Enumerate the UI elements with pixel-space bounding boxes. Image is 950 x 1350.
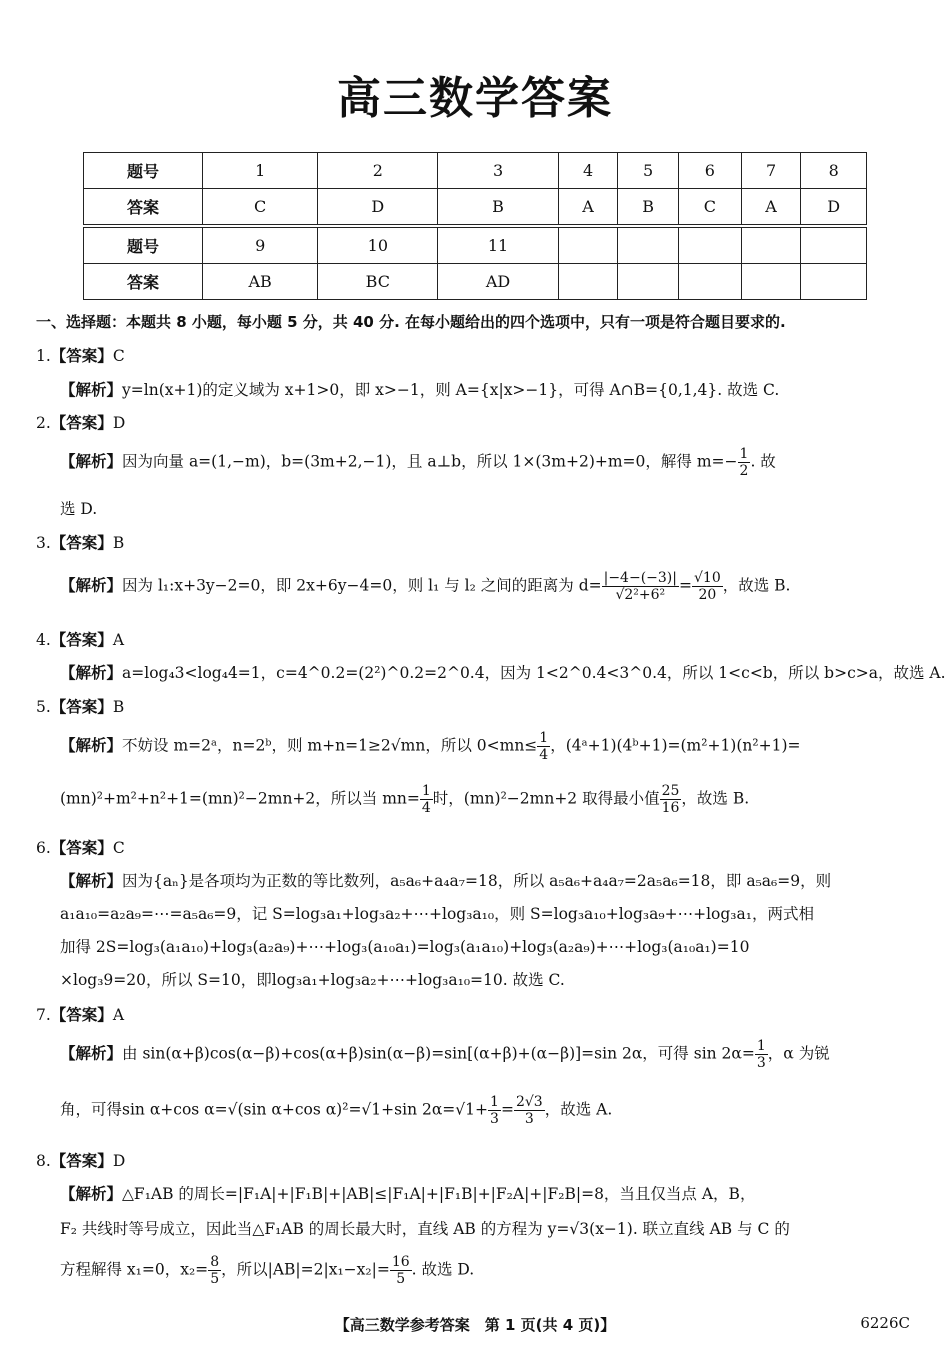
table-cell: 9 — [203, 226, 318, 264]
table-row — [84, 189, 867, 227]
table-cell: D — [801, 189, 867, 227]
answer-table — [83, 152, 867, 300]
table-cell: B — [618, 189, 679, 227]
table-cell: 7 — [741, 153, 801, 189]
table-cell: B — [438, 189, 558, 227]
page-title: 高三数学答案 — [337, 73, 613, 124]
table-cell: C — [203, 189, 318, 227]
page-footer: 【高三数学参考答案 第 1 页(共 4 页)】 — [334, 1316, 616, 1334]
explanation: 【解析】因为向量 a=(1,−m)，b=(3m+2,−1)，且 a⊥b，所以 1×(3m+2)+m=0，解得 m=− $\frac{1}{2}$ . 故 — [60, 446, 776, 479]
table-cell — [678, 264, 741, 300]
fraction: $\frac{2√3}{3}$ — [515, 1094, 543, 1127]
table-header-cell: 题号 — [84, 226, 203, 264]
fraction: $\frac{1}{2}$ — [739, 446, 749, 479]
explanation-continued: 选 D. — [60, 500, 98, 518]
explanation-continued: 加得 2S=log₃(a₁a₁₀)+log₃(a₂a₉)+⋯+log₃(a₁₀a₁)=log₃(a₁a₁₀)+log₃(a₂a₉)+⋯+log₃(a₁₀a₁)=10 — [60, 938, 750, 956]
explanation: 【解析】y=ln(x+1)的定义域为 x+1>0，即 x>−1，则 A={x|x>−1}，可得 A∩B={0,1,4}. 故选 C. — [60, 381, 780, 399]
fraction: $\frac{16}{5}$ — [391, 1254, 410, 1287]
document-code: 6226C — [860, 1314, 910, 1332]
table-cell — [558, 264, 618, 300]
table-cell: 2 — [318, 153, 438, 189]
table-cell — [558, 226, 618, 264]
explanation: 【解析】因为 l₁:x+3y−2=0，即 2x+6y−4=0，则 l₁ 与 l₂ 之间的距离为 d= $\frac{|-4-(-3)|}{\text{√2²+6²}}$ = $\frac{√10}{20}$ ，故选 B. — [60, 570, 791, 603]
explanation: 【解析】a=log₄3<log₄4=1，c=4^0.2=(2²)^0.2=2^0.4，因为 1<2^0.4<3^0.4，所以 1<c<b，所以 b>c>a，故选 A. — [60, 664, 946, 682]
table-cell: 3 — [438, 153, 558, 189]
explanation-continued: 方程解得 x₁=0，x₂= $\frac{8}{5}$ ，所以|AB|=2|x₁−x₂|= $\frac{16}{5}$ . 故选 D. — [60, 1254, 475, 1287]
fraction: $\frac{√10}{20}$ — [693, 570, 721, 603]
explanation: 【解析】不妨设 m=2ᵃ，n=2ᵇ，则 m+n=1≥2√mn，所以 0<mn≤ $\frac{1}{4}$ ，(4ᵃ+1)(4ᵇ+1)=(m²+1)(n²+1)= — [60, 730, 801, 763]
question-answer: 2.【答案】D — [36, 414, 126, 432]
table-cell: 11 — [438, 226, 558, 264]
fraction: $\frac{1}{4}$ — [421, 783, 431, 816]
explanation-continued: F₂ 共线时等号成立，因此当△F₁AB 的周长最大时，直线 AB 的方程为 y=√3(x−1). 联立直线 AB 与 C 的 — [60, 1220, 790, 1238]
table-cell — [741, 226, 801, 264]
table-row — [84, 153, 867, 189]
explanation: 【解析】因为{aₙ}是各项均为正数的等比数列，a₅a₆+a₄a₇=18，所以 a₅a₆+a₄a₇=2a₅a₆=18，即 a₅a₆=9，则 — [60, 872, 832, 890]
explanation-continued: (mn)²+m²+n²+1=(mn)²−2mn+2，所以当 mn= $\frac{1}{4}$ 时，(mn)²−2mn+2 取得最小值 $\frac{25}{16}$ ，故选 B. — [60, 783, 750, 816]
table-header-cell: 答案 — [84, 189, 203, 227]
explanation: 【解析】由 sin(α+β)cos(α−β)+cos(α+β)sin(α−β)=sin[(α+β)+(α−β)]=sin 2α，可得 sin 2α= $\frac{1}{3}$ ，α 为锐 — [60, 1038, 830, 1071]
table-cell — [618, 264, 679, 300]
question-answer: 3.【答案】B — [36, 534, 125, 552]
table-cell: 10 — [318, 226, 438, 264]
table-cell — [678, 226, 741, 264]
question-answer: 6.【答案】C — [36, 839, 125, 857]
table-cell: A — [558, 189, 618, 227]
table-cell — [618, 226, 679, 264]
explanation-continued: a₁a₁₀=a₂a₉=⋯=a₅a₆=9，记 S=log₃a₁+log₃a₂+⋯+log₃a₁₀，则 S=log₃a₁₀+log₃a₉+⋯+log₃a₁，两式相 — [60, 905, 814, 923]
table-cell: 1 — [203, 153, 318, 189]
table-cell: AD — [438, 264, 558, 300]
table-cell: 6 — [678, 153, 741, 189]
fraction: $\frac{8}{5}$ — [210, 1254, 220, 1287]
fraction: $\frac{|-4-(-3)|}{\text{√2²+6²}}$ — [603, 570, 677, 603]
table-cell: 4 — [558, 153, 618, 189]
question-answer: 5.【答案】B — [36, 698, 125, 716]
table-cell: A — [741, 189, 801, 227]
fraction: $\frac{1}{4}$ — [539, 730, 549, 763]
table-cell: AB — [203, 264, 318, 300]
table-header-cell: 题号 — [84, 153, 203, 189]
table-cell: BC — [318, 264, 438, 300]
table-cell — [741, 264, 801, 300]
question-answer: 4.【答案】A — [36, 631, 125, 649]
table-cell — [801, 226, 867, 264]
question-answer: 1.【答案】C — [36, 347, 125, 365]
section-heading: 一、选择题：本题共 8 小题，每小题 5 分，共 40 分. 在每小题给出的四个选项中，只有一项是符合题目要求的. — [36, 313, 786, 331]
table-cell: D — [318, 189, 438, 227]
table-cell: 5 — [618, 153, 679, 189]
question-answer: 7.【答案】A — [36, 1006, 125, 1024]
fraction: $\frac{25}{16}$ — [661, 783, 680, 816]
table-header-cell: 答案 — [84, 264, 203, 300]
question-answer: 8.【答案】D — [36, 1152, 126, 1170]
table-cell — [801, 264, 867, 300]
table-row — [84, 264, 867, 300]
explanation-continued: 角，可得sin α+cos α=√(sin α+cos α)²=√1+sin 2α=√1+ $\frac{1}{3}$ = $\frac{2√3}{3}$ ，故选 A. — [60, 1094, 613, 1127]
fraction: $\frac{1}{3}$ — [756, 1038, 766, 1071]
explanation-continued: ×log₃9=20，所以 S=10，即log₃a₁+log₃a₂+⋯+log₃a₁₀=10. 故选 C. — [60, 971, 565, 989]
table-cell: 8 — [801, 153, 867, 189]
table-cell: C — [678, 189, 741, 227]
explanation: 【解析】△F₁AB 的周长=|F₁A|+|F₁B|+|AB|≤|F₁A|+|F₁B|+|F₂A|+|F₂B|=8，当且仅当点 A，B， — [60, 1185, 756, 1203]
table-row — [84, 226, 867, 264]
fraction: $\frac{1}{3}$ — [490, 1094, 499, 1127]
